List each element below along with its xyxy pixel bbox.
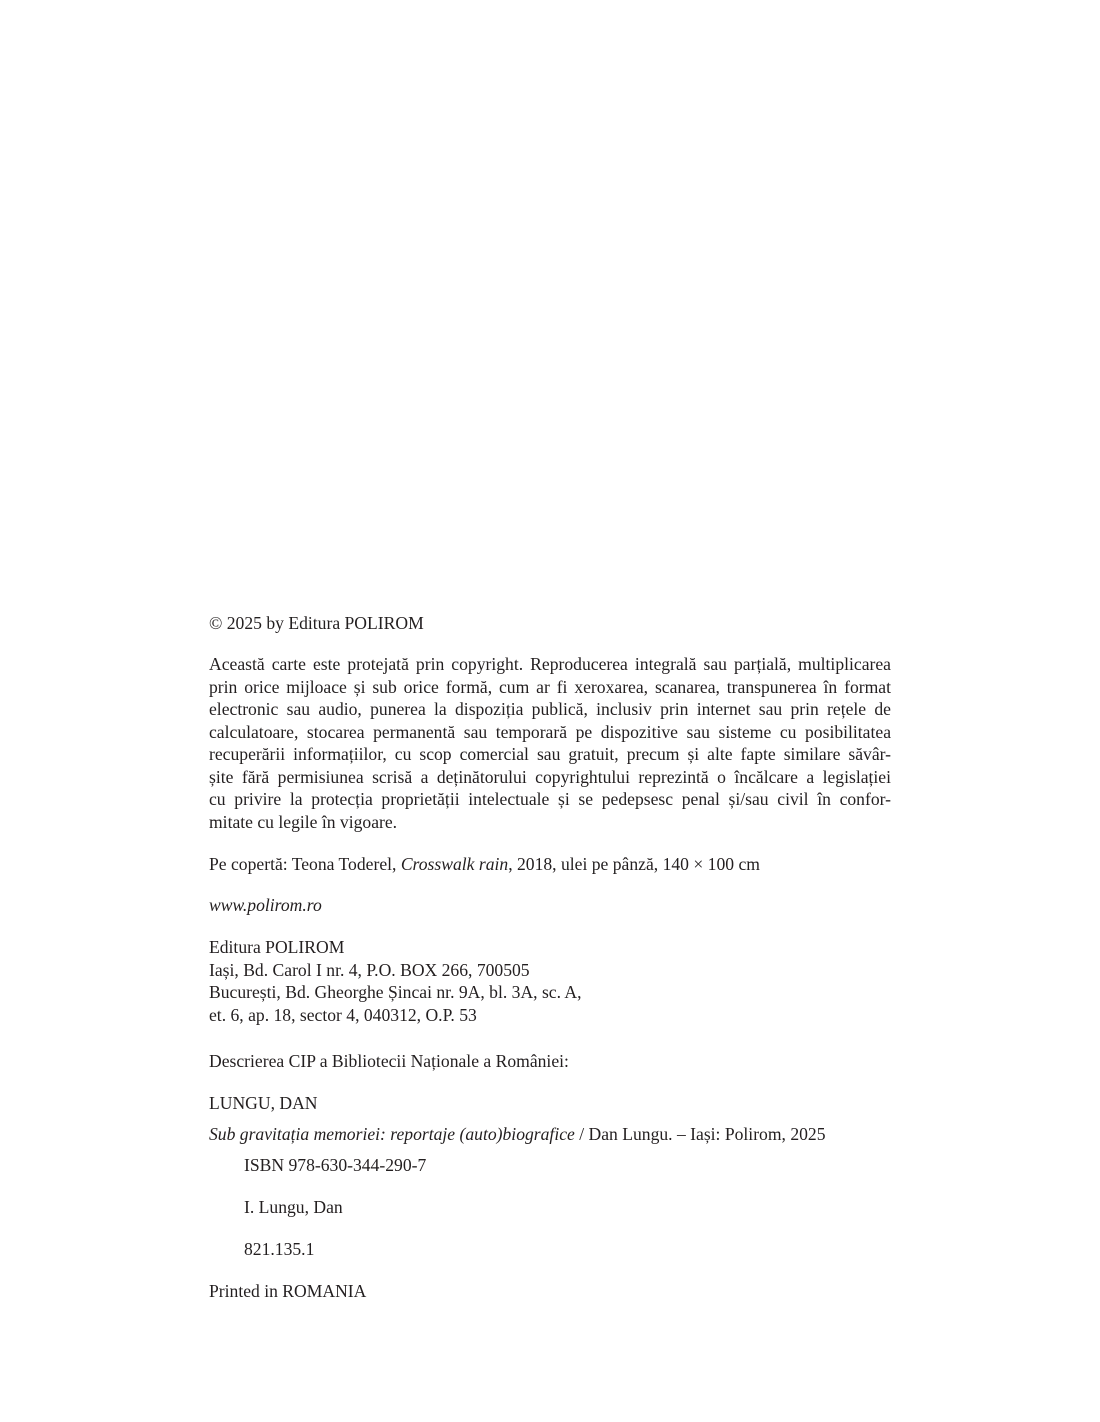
cover-credit-line [209, 853, 891, 876]
cover-artwork-title: Crosswalk rain [400, 854, 509, 874]
cip-book-rest: / Dan Lungu. – Iași: Polirom, 2025 [574, 1124, 826, 1144]
cip-heading [209, 1050, 891, 1073]
legal-line: cu privire la protecția proprietății intelectuale și se pedepsesc penal și/sau civil în confor- [209, 789, 891, 809]
legal-line: prin orice mijloace și sub orice formă, cum ar fi xeroxarea, scanarea, transpunerea în format [209, 676, 891, 697]
cover-credit [209, 853, 891, 876]
legal-line: mitate cu legile în vigoare. [209, 811, 398, 832]
cip-title-row [209, 1123, 891, 1146]
address-line: București, Bd. Gheorghe Șincai nr. 9A, bl. 3A, sc. A, [209, 982, 582, 1002]
printed-in-text: Printed in ROMANIA [209, 1281, 367, 1301]
legal-line: recuperării informațiilor, cu scop comercial sau gratuit, precum și alte fapte similare săvâr- [209, 744, 891, 764]
cip-heading-text: Descrierea CIP a Bibliotecii Naționale a României: [209, 1051, 569, 1071]
legal-line: Această carte este protejată prin copyright. Reproducerea integrală sau parțială, multiplicarea [209, 654, 891, 674]
address-line: Editura POLIROM [209, 937, 345, 957]
legal-line: electronic sau audio, punerea la dispoziția publică, inclusiv prin internet sau prin rețele de [209, 699, 891, 719]
cip-title-line [209, 1123, 891, 1146]
legal-notice [209, 653, 891, 833]
legal-line: șite fără permisiunea scrisă a deținătorului copyrightului reprezintă o încălcare a legislației [209, 766, 891, 787]
address-line: Iași, Bd. Carol I nr. 4, P.O. BOX 266, 700505 [209, 959, 530, 980]
cover-credit-suffix: , 2018, ulei pe pânză, 140 × 100 cm [508, 854, 760, 874]
printed-in [209, 1280, 891, 1303]
cip-book-title: Sub gravitația memoriei: reportaje (auto)biografice [209, 1124, 575, 1144]
legal-line: calculatoare, stocarea permanentă sau temporară pe dispozitive sau sisteme cu posibilitatea [209, 721, 891, 742]
cip-author-text: LUNGU, DAN [209, 1093, 318, 1113]
cip-isbn: ISBN 978-630-344-290-7 [244, 1155, 427, 1175]
cover-credit-prefix: Pe copertă: Teona Toderel, [209, 854, 401, 874]
publisher-address [209, 936, 891, 1026]
address-line: et. 6, ap. 18, sector 4, 040312, O.P. 53 [209, 1004, 477, 1025]
cip-classification: 821.135.1 [244, 1239, 315, 1259]
copyright-line [209, 612, 891, 635]
website [209, 894, 891, 917]
website-link[interactable]: www.polirom.ro [209, 895, 322, 915]
copyright-text: © 2025 by Editura POLIROM [209, 613, 424, 633]
cip-index-entry: I. Lungu, Dan [244, 1197, 343, 1217]
cip-author [209, 1092, 891, 1115]
